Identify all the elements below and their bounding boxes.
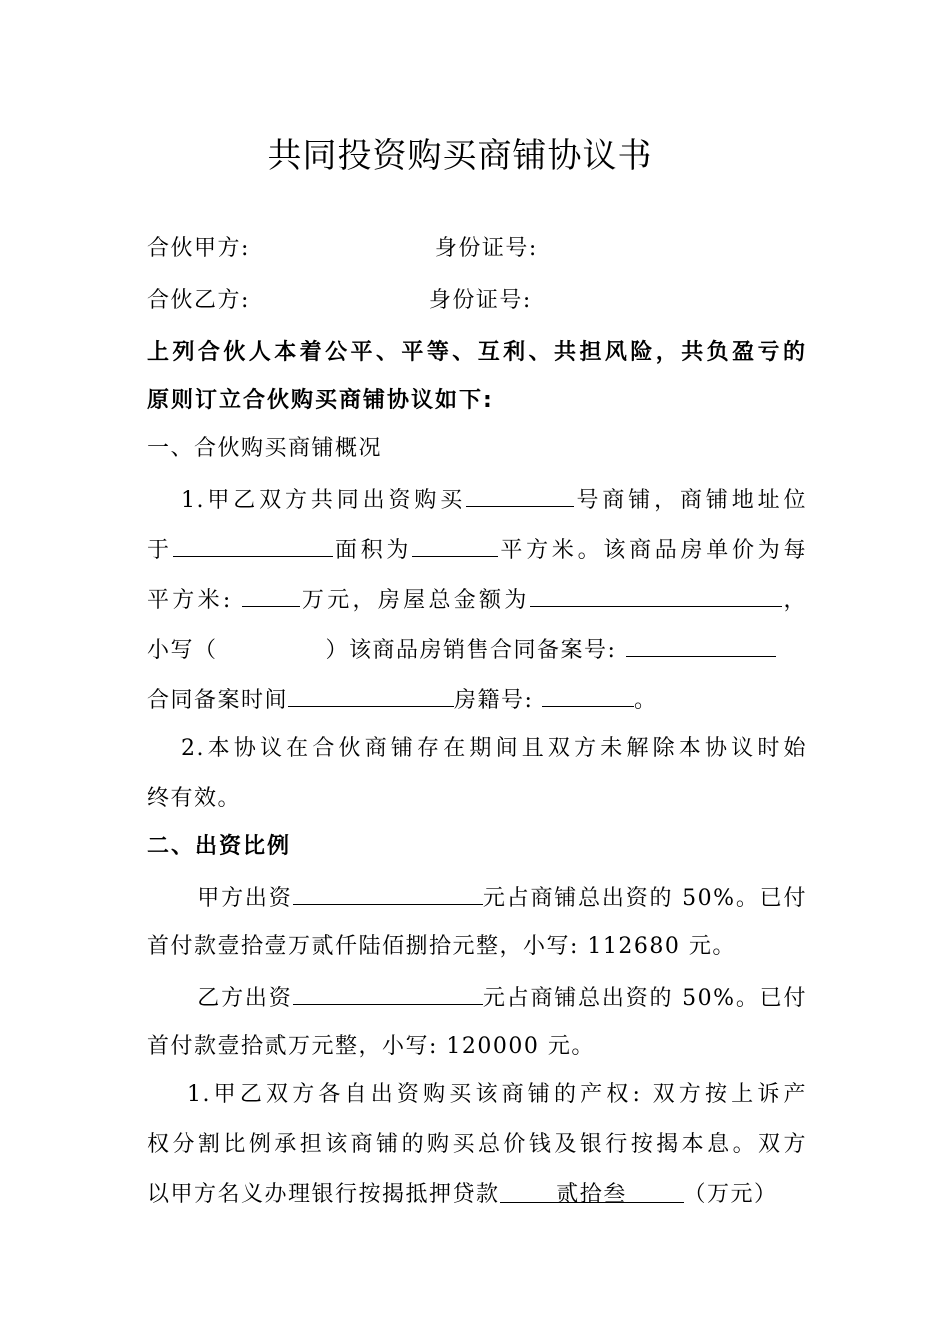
- s2-b-line-1: 乙方出资 元占商铺总出资的 50%。已付: [147, 982, 807, 1014]
- s1-p2-line-2: 终有效。: [147, 786, 242, 811]
- document-title: 共同投资购买商铺协议书: [267, 136, 653, 176]
- total-amount-blank: [530, 584, 782, 607]
- party-a-investment-blank: [293, 882, 483, 905]
- contract-record-number-blank: [626, 634, 776, 657]
- preamble-line-1: 上列合伙人本着公平、平等、互利、共担风险，共负盈亏的: [147, 340, 807, 365]
- s1-p2-line-1: 2.本协议在合伙商铺存在期间且双方未解除本协议时始: [181, 736, 807, 761]
- party-b-id-label: 身份证号:: [428, 288, 532, 313]
- s1-p1-line-4: 小写（ ）该商品房销售合同备案号:: [147, 634, 807, 666]
- s2-b-line-2: 首付款壹拾贰万元整，小写: 120000 元。: [147, 1034, 595, 1059]
- preamble-line-2: 原则订立合伙购买商铺协议如下:: [147, 388, 494, 413]
- s2-c-line-2: 权分割比例承担该商铺的购买总价钱及银行按揭本息。双方: [147, 1132, 807, 1157]
- record-time-blank: [288, 684, 454, 707]
- s2-c-line-1: 1.甲乙双方各自出资购买该商铺的产权: 双方按上诉产: [187, 1082, 807, 1107]
- shop-number-blank: [466, 484, 574, 507]
- party-a-row: [147, 234, 807, 264]
- property-number-blank: [542, 684, 634, 707]
- s1-p1-line-3: 平方米: 万元，房屋总金额为 ，: [147, 584, 807, 616]
- loan-amount: 贰拾叁: [556, 1182, 627, 1207]
- party-b-row: [147, 286, 807, 316]
- s1-p1-line-1: 1.甲乙双方共同出资购买 号商铺，商铺地址位: [147, 484, 807, 516]
- party-a-label: 合伙甲方:: [147, 236, 250, 261]
- s2-c-line-3: 以甲方名义办理银行按揭抵押贷款 贰拾叁 （万元）: [147, 1182, 778, 1207]
- unit-price-blank: [242, 584, 300, 607]
- section-1-heading: 一、合伙购买商铺概况: [147, 436, 383, 461]
- s1-p1-line-2: 于 面积为 平方米。该商品房单价为每: [147, 534, 807, 566]
- s2-a-line-2: 首付款壹拾壹万贰仟陆佰捌拾元整，小写: 112680 元。: [147, 934, 736, 959]
- party-b-label: 合伙乙方:: [147, 288, 250, 313]
- area-blank: [412, 534, 498, 557]
- loan-amount-blank: [500, 1180, 684, 1207]
- address-blank: [173, 534, 333, 557]
- s1-p1-line-5: 合同备案时间 房籍号: 。: [147, 684, 807, 716]
- party-b-investment-blank: [293, 982, 483, 1005]
- s2-a-line-1: 甲方出资 元占商铺总出资的 50%。已付: [147, 882, 807, 914]
- section-2-heading: 二、出资比例: [147, 834, 292, 859]
- party-a-id-label: 身份证号:: [434, 236, 538, 261]
